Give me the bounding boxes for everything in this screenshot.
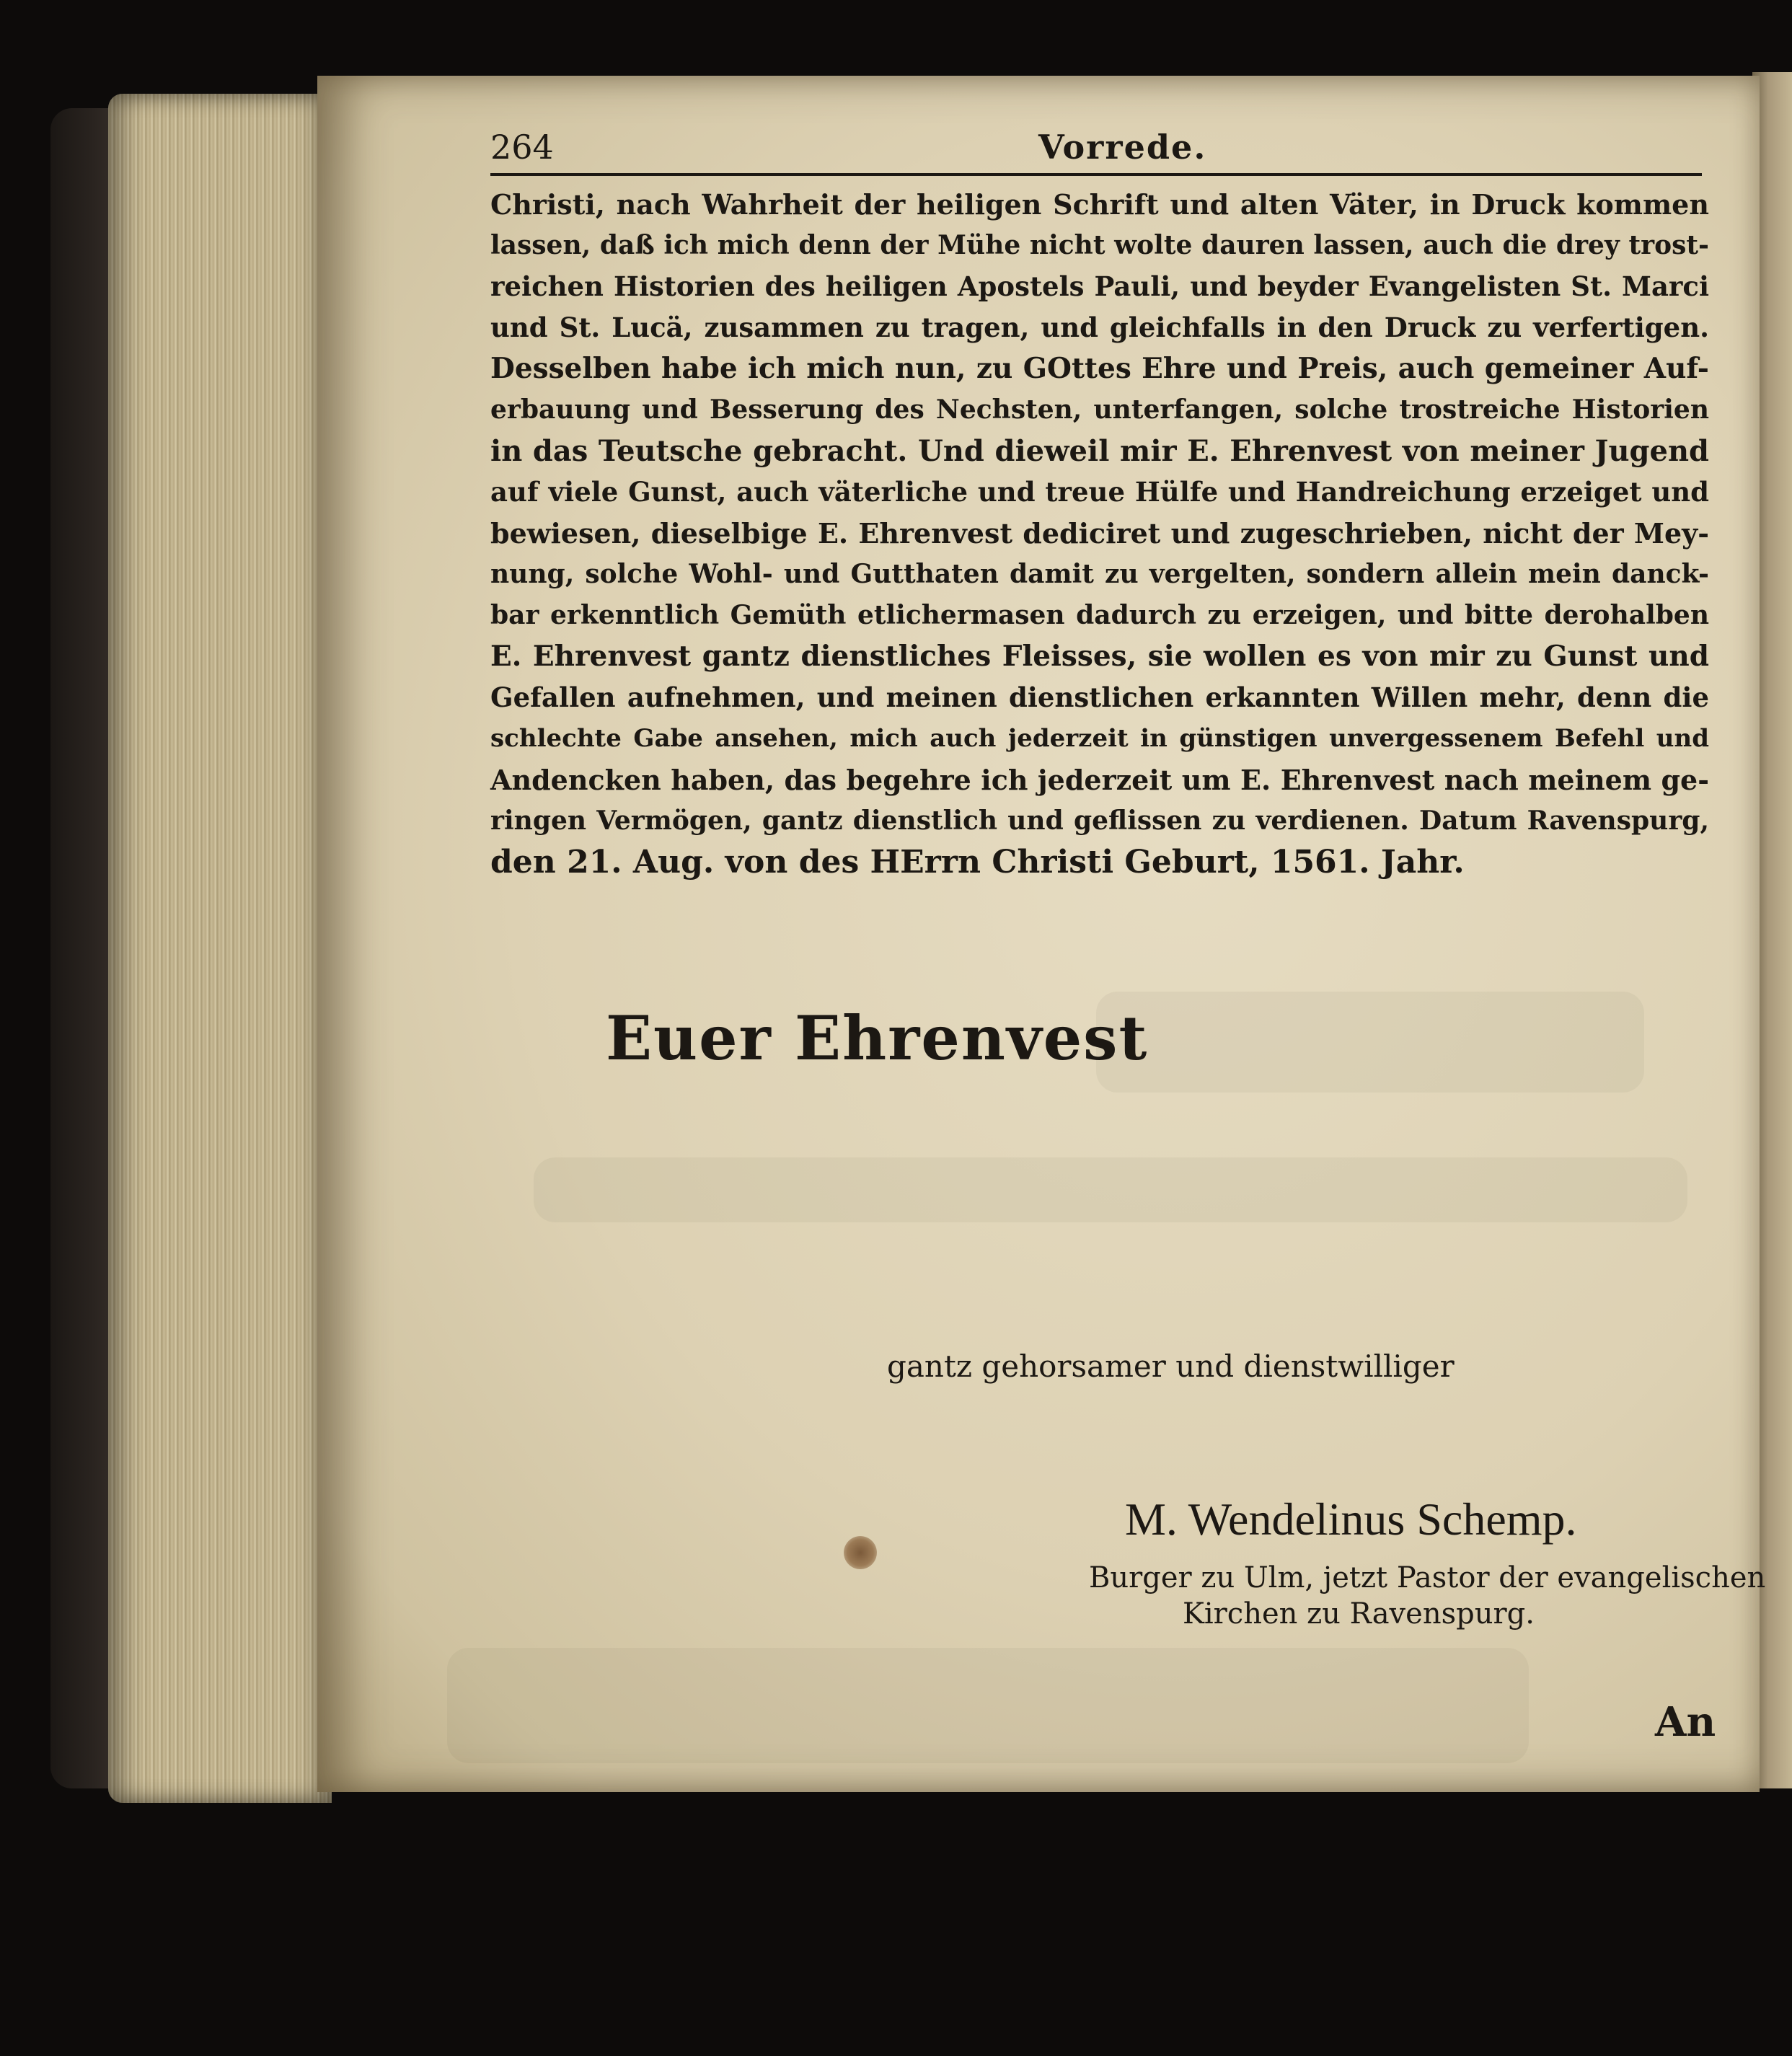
text-line: bar erkenntlich Gemüth etlichermasen dadurch zu erzeigen, und bitte derohalben <box>490 600 1709 630</box>
text-line: nung, solche Wohl- und Gutthaten damit zu vergelten, sondern allein mein danck- <box>490 559 1709 589</box>
author-title-line-2: Kirchen zu Ravenspurg. <box>1183 1597 1535 1631</box>
text-line: lassen, daß ich mich denn der Mühe nicht wolte dauren lassen, auch die drey trost- <box>490 230 1709 260</box>
paper-stain <box>844 1536 877 1569</box>
body-text <box>490 184 1709 883</box>
text-line: Christi, nach Wahrheit der heiligen Schrift und alten Väter, in Druck kommen <box>490 188 1709 221</box>
text-line: Andencken haben, das begehre ich jederzeit um E. Ehrenvest nach meinem ge- <box>490 764 1709 796</box>
text-line: und St. Lucä, zusammen zu tragen, und gleichfalls in den Druck zu verfertigen. <box>490 312 1709 343</box>
text-line: auf viele Gunst, auch väterliche und treue Hülfe und Handreichung erzeiget und <box>490 476 1709 508</box>
show-through-decoration <box>447 1648 1529 1763</box>
author-name: M. Wendelinus Schemp. <box>1125 1494 1577 1545</box>
show-through-decoration <box>1096 992 1644 1093</box>
text-line: in das Teutsche gebracht. Und dieweil mir E. Ehrenvest von meiner Jugend <box>490 434 1709 468</box>
page-number: 264 <box>490 128 554 167</box>
running-head <box>490 128 1716 178</box>
header-title: Vorrede. <box>1038 128 1207 167</box>
text-line: E. Ehrenvest gantz dienstliches Fleisses, sie wollen es von mir zu Gunst und <box>490 640 1709 673</box>
catchword: An <box>1655 1698 1716 1746</box>
closing-formula: gantz gehorsamer und dienstwilliger <box>887 1349 1455 1384</box>
text-line: den 21. Aug. von des HErrn Christi Geburt, 1561. Jahr. <box>490 844 1465 881</box>
author-title-line-1: Burger zu Ulm, jetzt Pastor der evangelischen <box>1089 1561 1766 1594</box>
book-page <box>317 76 1766 1792</box>
page-edges <box>108 94 332 1803</box>
show-through-decoration <box>534 1157 1687 1222</box>
header-rule <box>490 173 1702 176</box>
text-line: bewiesen, dieselbige E. Ehrenvest dediciret und zugeschrieben, nicht der Mey- <box>490 517 1709 550</box>
salutation: Euer Ehrenvest <box>606 1002 1149 1074</box>
text-line: reichen Historien des heiligen Apostels Pauli, und beyder Evangelisten St. Marci <box>490 270 1709 302</box>
text-line: schlechte Gabe ansehen, mich auch jederzeit in günstigen unvergessenem Befehl und <box>490 724 1709 753</box>
text-line: Desselben habe ich mich nun, zu GOttes Ehre und Preis, auch gemeiner Auf- <box>490 352 1709 385</box>
text-line: ringen Vermögen, gantz dienstlich und geflissen zu verdienen. Datum Ravenspurg, <box>490 806 1709 836</box>
text-line: Gefallen aufnehmen, und meinen dienstlichen erkannten Willen mehr, denn die <box>490 681 1709 713</box>
text-line: erbauung und Besserung des Nechsten, unterfangen, solche trostreiche Historien <box>490 394 1709 425</box>
